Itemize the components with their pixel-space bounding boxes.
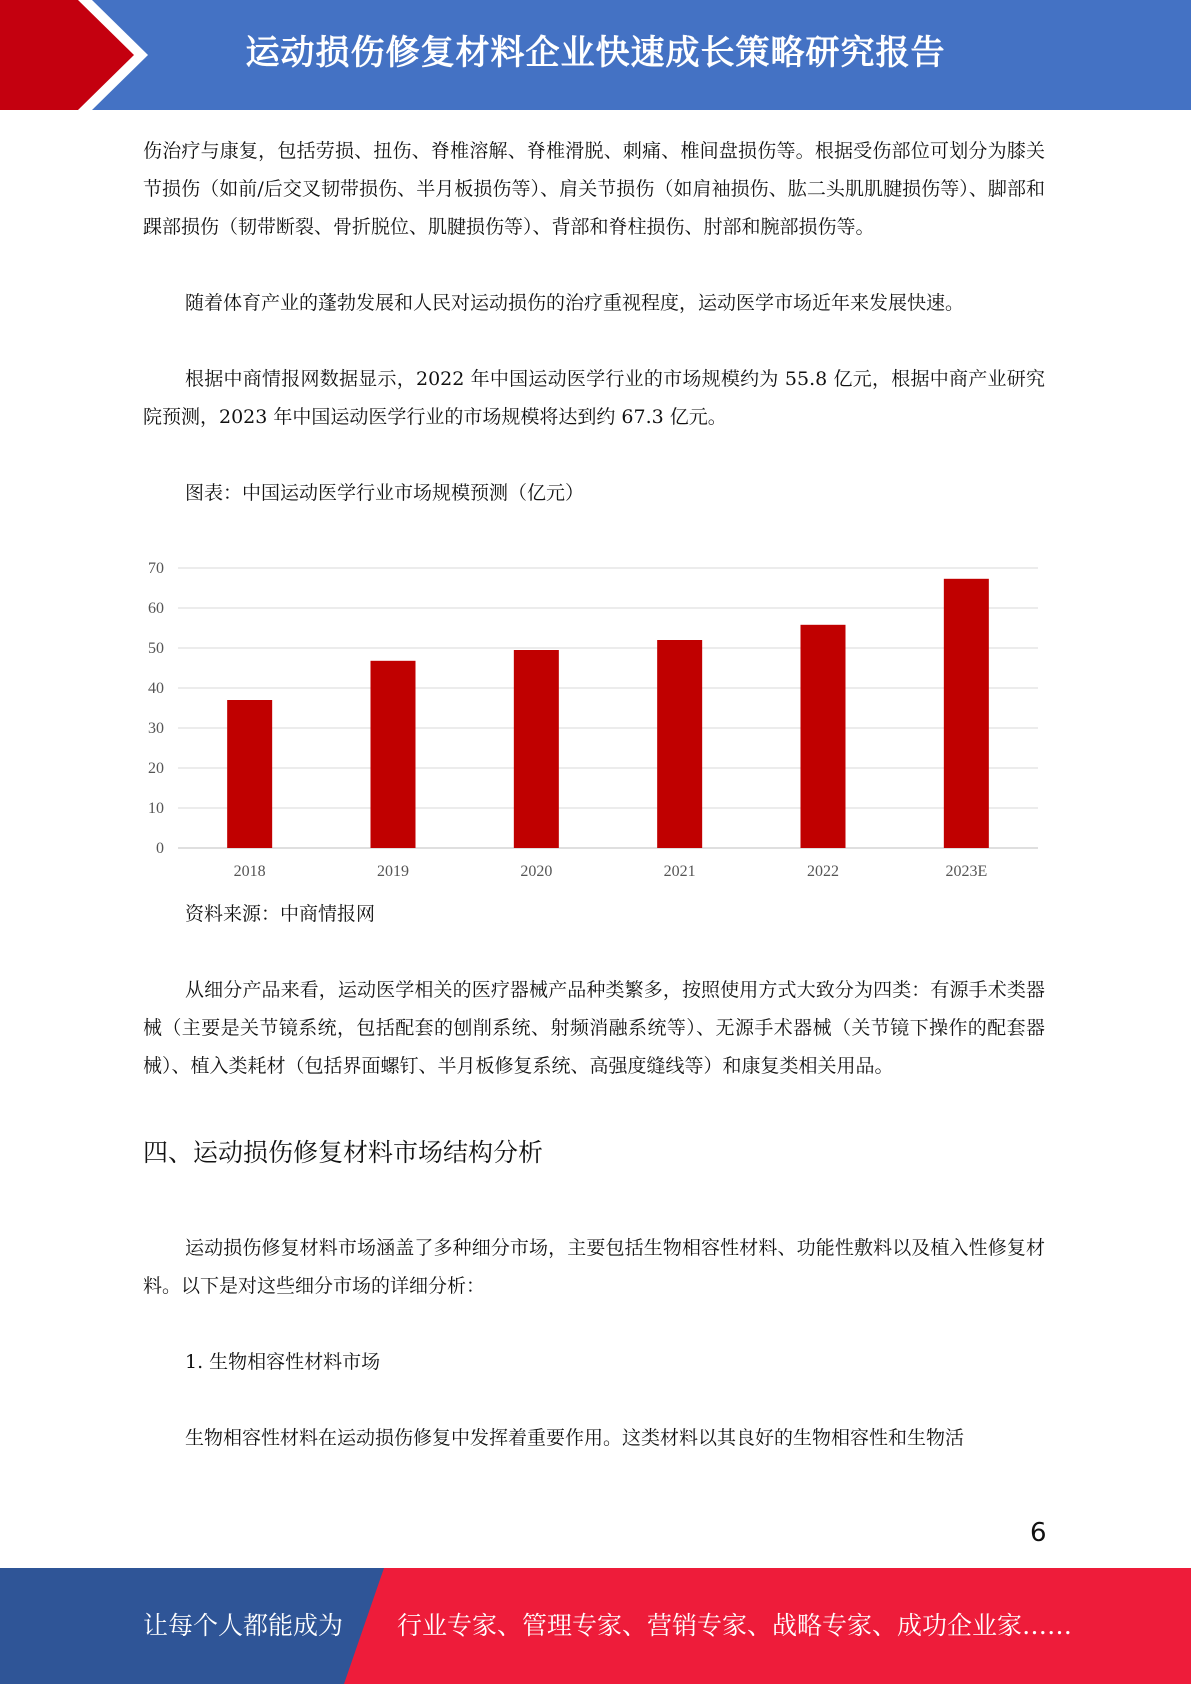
bar xyxy=(371,661,416,848)
paragraph-market-structure: 运动损伤修复材料市场涵盖了多种细分市场，主要包括生物相容性材料、功能性敷料以及植入性修复材料。以下是对这些细分市场的详细分析： xyxy=(143,1237,1045,1297)
bar xyxy=(657,640,702,848)
y-tick-label: 60 xyxy=(148,600,164,617)
y-tick-label: 70 xyxy=(148,560,164,577)
y-tick-label: 50 xyxy=(148,640,164,657)
paragraph-market-size: 根据中商情报网数据显示，2022 年中国运动医学行业的市场规模约为 55.8 亿元，根据中商产业研究院预测，2023 年中国运动医学行业的市场规模将达到约 67.3 亿元。 xyxy=(143,368,1045,428)
x-tick-label: 2023E xyxy=(945,863,988,880)
bar xyxy=(801,625,846,848)
page-content xyxy=(143,132,1045,512)
section-heading: 四、运动损伤修复材料市场结构分析 xyxy=(143,1138,544,1167)
x-tick-label: 2022 xyxy=(807,863,839,880)
report-header xyxy=(0,0,1191,110)
x-tick-label: 2021 xyxy=(663,863,696,880)
y-tick-label: 40 xyxy=(148,680,164,697)
paragraph-product-categories: 从细分产品来看，运动医学相关的医疗器械产品种类繁多，按照使用方式大致分为四类：有源手术类器械（主要是关节镜系统，包括配套的刨削系统、射频消融系统等）、无源手术器械（关节镜下操作的配套器械）、植入类耗材（包括界面螺钉、半月板修复系统、高强度缝线等）和康复类相关用品。 xyxy=(143,979,1045,1077)
y-tick-label: 10 xyxy=(148,800,164,817)
footer-slogan-right: 行业专家、管理专家、营销专家、战略专家、成功企业家…… xyxy=(397,1611,1073,1640)
bar xyxy=(227,700,272,848)
chart-source: 资料来源：中商情报网 xyxy=(185,903,376,925)
bar xyxy=(944,579,989,848)
paragraph-biocompatible: 生物相容性材料在运动损伤修复中发挥着重要作用。这类材料以其良好的生物相容性和生物活 xyxy=(185,1427,965,1449)
lower-content xyxy=(143,895,1045,1457)
paragraph-injury-types: 伤治疗与康复，包括劳损、扭伤、脊椎溶解、脊椎滑脱、刺痛、椎间盘损伤等。根据受伤部位可划分为膝关节损伤（如前/后交叉韧带损伤、半月板损伤等）、肩关节损伤（如肩袖损伤、肱二头肌肌腱损伤等）、脚部和踝部损伤（韧带断裂、骨折脱位、肌腱损伤等）、背部和脊柱损伤、肘部和腕部损伤等。 xyxy=(143,140,1045,238)
list-item-biocompatible-materials: 1. 生物相容性材料市场 xyxy=(185,1351,381,1373)
page-footer xyxy=(0,1568,1191,1684)
y-tick-label: 20 xyxy=(148,760,164,777)
x-tick-label: 2019 xyxy=(377,863,409,880)
y-tick-label: 0 xyxy=(156,840,164,857)
footer-slogan-left: 让每个人都能成为 xyxy=(143,1611,344,1640)
paragraph-market-growth: 随着体育产业的蓬勃发展和人民对运动损伤的治疗重视程度，运动医学市场近年来发展快速。 xyxy=(185,292,965,314)
chart-caption: 图表：中国运动医学行业市场规模预测（亿元） xyxy=(185,482,585,504)
market-size-bar-chart xyxy=(130,548,1050,893)
y-tick-label: 30 xyxy=(148,720,164,737)
page-number: 6 xyxy=(1030,1518,1047,1548)
report-title: 运动损伤修复材料企业快速成长策略研究报告 xyxy=(245,33,946,73)
x-tick-label: 2018 xyxy=(233,863,266,880)
x-tick-label: 2020 xyxy=(520,863,553,880)
bar xyxy=(514,650,559,848)
